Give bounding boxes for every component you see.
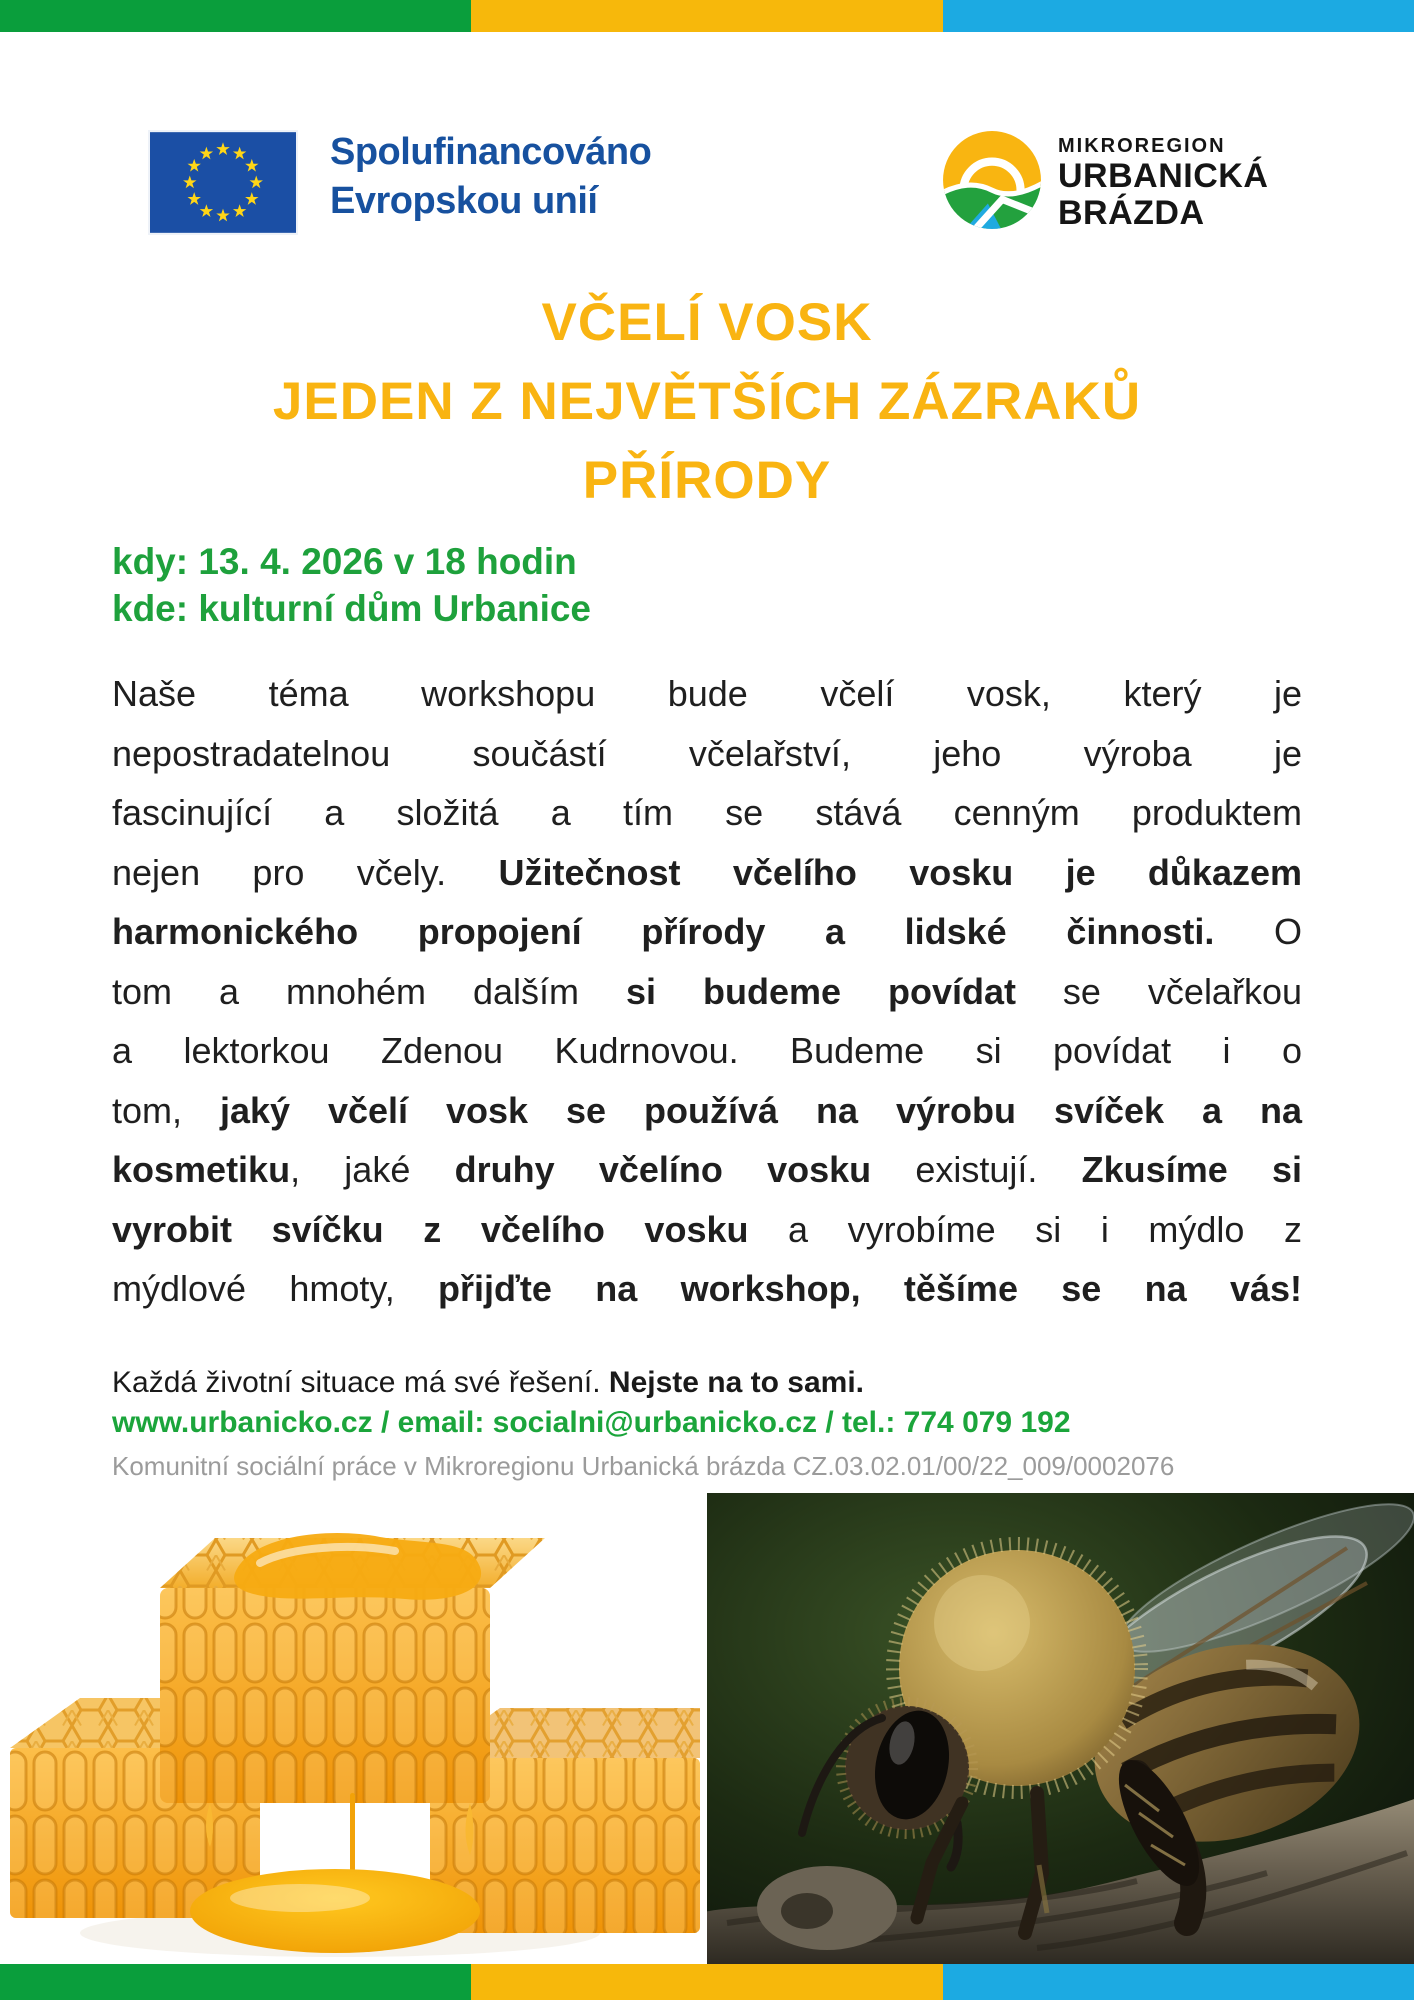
body-text-line	[112, 1081, 1302, 1141]
body-text-segment: a vyrobíme si i mýdlo z	[748, 1208, 1302, 1250]
top-bar-green-segment	[0, 0, 471, 32]
event-when: kdy: 13. 4. 2026 v 18 hodin	[112, 541, 577, 582]
eu-funding-line2: Evropskou unií	[330, 180, 598, 222]
event-info	[112, 538, 591, 632]
body-text-segment: O	[1214, 911, 1303, 952]
eu-funding-label	[330, 128, 651, 226]
mikroregion-small-label: MIKROREGION	[1058, 135, 1226, 157]
sun-hills-logo-icon	[941, 129, 1043, 231]
eu-funding-line1: Spolufinancováno	[330, 131, 652, 173]
body-text-line	[112, 843, 1302, 903]
body-text-segment: druhy včelíno vosku	[454, 1149, 872, 1190]
poster-title-line3: PŘÍRODY	[582, 451, 832, 510]
body-text-segment: si budeme povídat	[625, 970, 1016, 1012]
body-text-line	[112, 1140, 1302, 1200]
mikroregion-name-line2: BRÁZDA	[1058, 194, 1205, 232]
body-text-segment: existují.	[871, 1149, 1082, 1190]
body-text-segment: vyrobit svíčku z včelího vosku	[112, 1208, 749, 1250]
body-text-segment: fascinující a složitá a tím se stává cenným produktem	[112, 792, 1302, 833]
poster-title-line2: JEDEN Z NEJVĚTŠÍCH ZÁZRAKŮ	[272, 372, 1142, 431]
bottom-bar-yellow-segment	[471, 1964, 942, 2000]
poster-title	[0, 283, 1414, 520]
eu-flag-icon	[150, 132, 296, 233]
body-text-segment: tom,	[112, 1089, 220, 1131]
body-text-line	[112, 783, 1302, 843]
body-text-line	[112, 1259, 1302, 1319]
body-text-segment: nejen pro včely.	[112, 851, 499, 893]
body-text-line	[112, 902, 1302, 962]
honeycomb-photo	[0, 1493, 707, 1964]
bottom-bar-green-segment	[0, 1964, 471, 2000]
body-paragraph	[112, 664, 1302, 1319]
body-text-segment: a lektorkou Zdenou Kudrnovou. Budeme si povídat i o	[112, 1030, 1302, 1071]
body-text-segment: nepostradatelnou součástí včelařství, jeho výroba je	[112, 732, 1302, 774]
body-text-segment: kosmetiku	[112, 1149, 291, 1190]
top-bar-yellow-segment	[471, 0, 942, 32]
tagline-segment: Nejste na to sami.	[608, 1366, 864, 1399]
body-text-segment: mýdlové hmoty,	[112, 1268, 439, 1309]
body-text-segment: Užitečnost včelího vosku je důkazem	[498, 851, 1302, 893]
body-text-segment: , jaké	[290, 1149, 455, 1190]
event-where: kde: kulturní dům Urbanice	[112, 588, 592, 629]
body-text-line	[112, 664, 1302, 724]
mikroregion-name-line1: URBANICKÁ	[1058, 157, 1269, 195]
body-text-segment: tom a mnohém dalším	[112, 970, 626, 1012]
body-text-segment: přijďte na workshop, těšíme se na vás!	[438, 1268, 1302, 1309]
top-color-bar	[0, 0, 1414, 32]
body-text-segment: jaký včelí vosk se používá na výrobu svíček a na	[219, 1089, 1302, 1131]
body-text-line	[112, 962, 1302, 1022]
body-text-line	[112, 1021, 1302, 1081]
contact-line: www.urbanicko.cz / email: socialni@urbanicko.cz / tel.: 774 079 192	[112, 1406, 1071, 1439]
body-text-segment: Naše téma workshopu bude včelí vosk, který je	[112, 673, 1302, 714]
bottom-bar-blue-segment	[943, 1964, 1414, 2000]
tagline-segment: Každá životní situace má své řešení.	[112, 1366, 609, 1399]
body-text-segment: se včelařkou	[1015, 970, 1302, 1012]
mikroregion-wordmark	[1058, 134, 1268, 232]
body-text-line	[112, 724, 1302, 784]
top-bar-blue-segment	[943, 0, 1414, 32]
body-text-segment: harmonického propojení přírody a lidské činnosti.	[112, 911, 1215, 952]
body-text-segment: Zkusíme si	[1081, 1149, 1302, 1190]
body-text-line	[112, 1200, 1302, 1260]
program-code-line: Komunitní sociální práce v Mikroregionu Urbanická brázda CZ.03.02.01/00/22_009/0002076	[112, 1451, 1175, 1481]
bee-photo	[707, 1493, 1414, 1964]
poster-title-line1: VČELÍ VOSK	[541, 293, 873, 352]
tagline	[112, 1364, 864, 1402]
bottom-color-bar	[0, 1964, 1414, 2000]
